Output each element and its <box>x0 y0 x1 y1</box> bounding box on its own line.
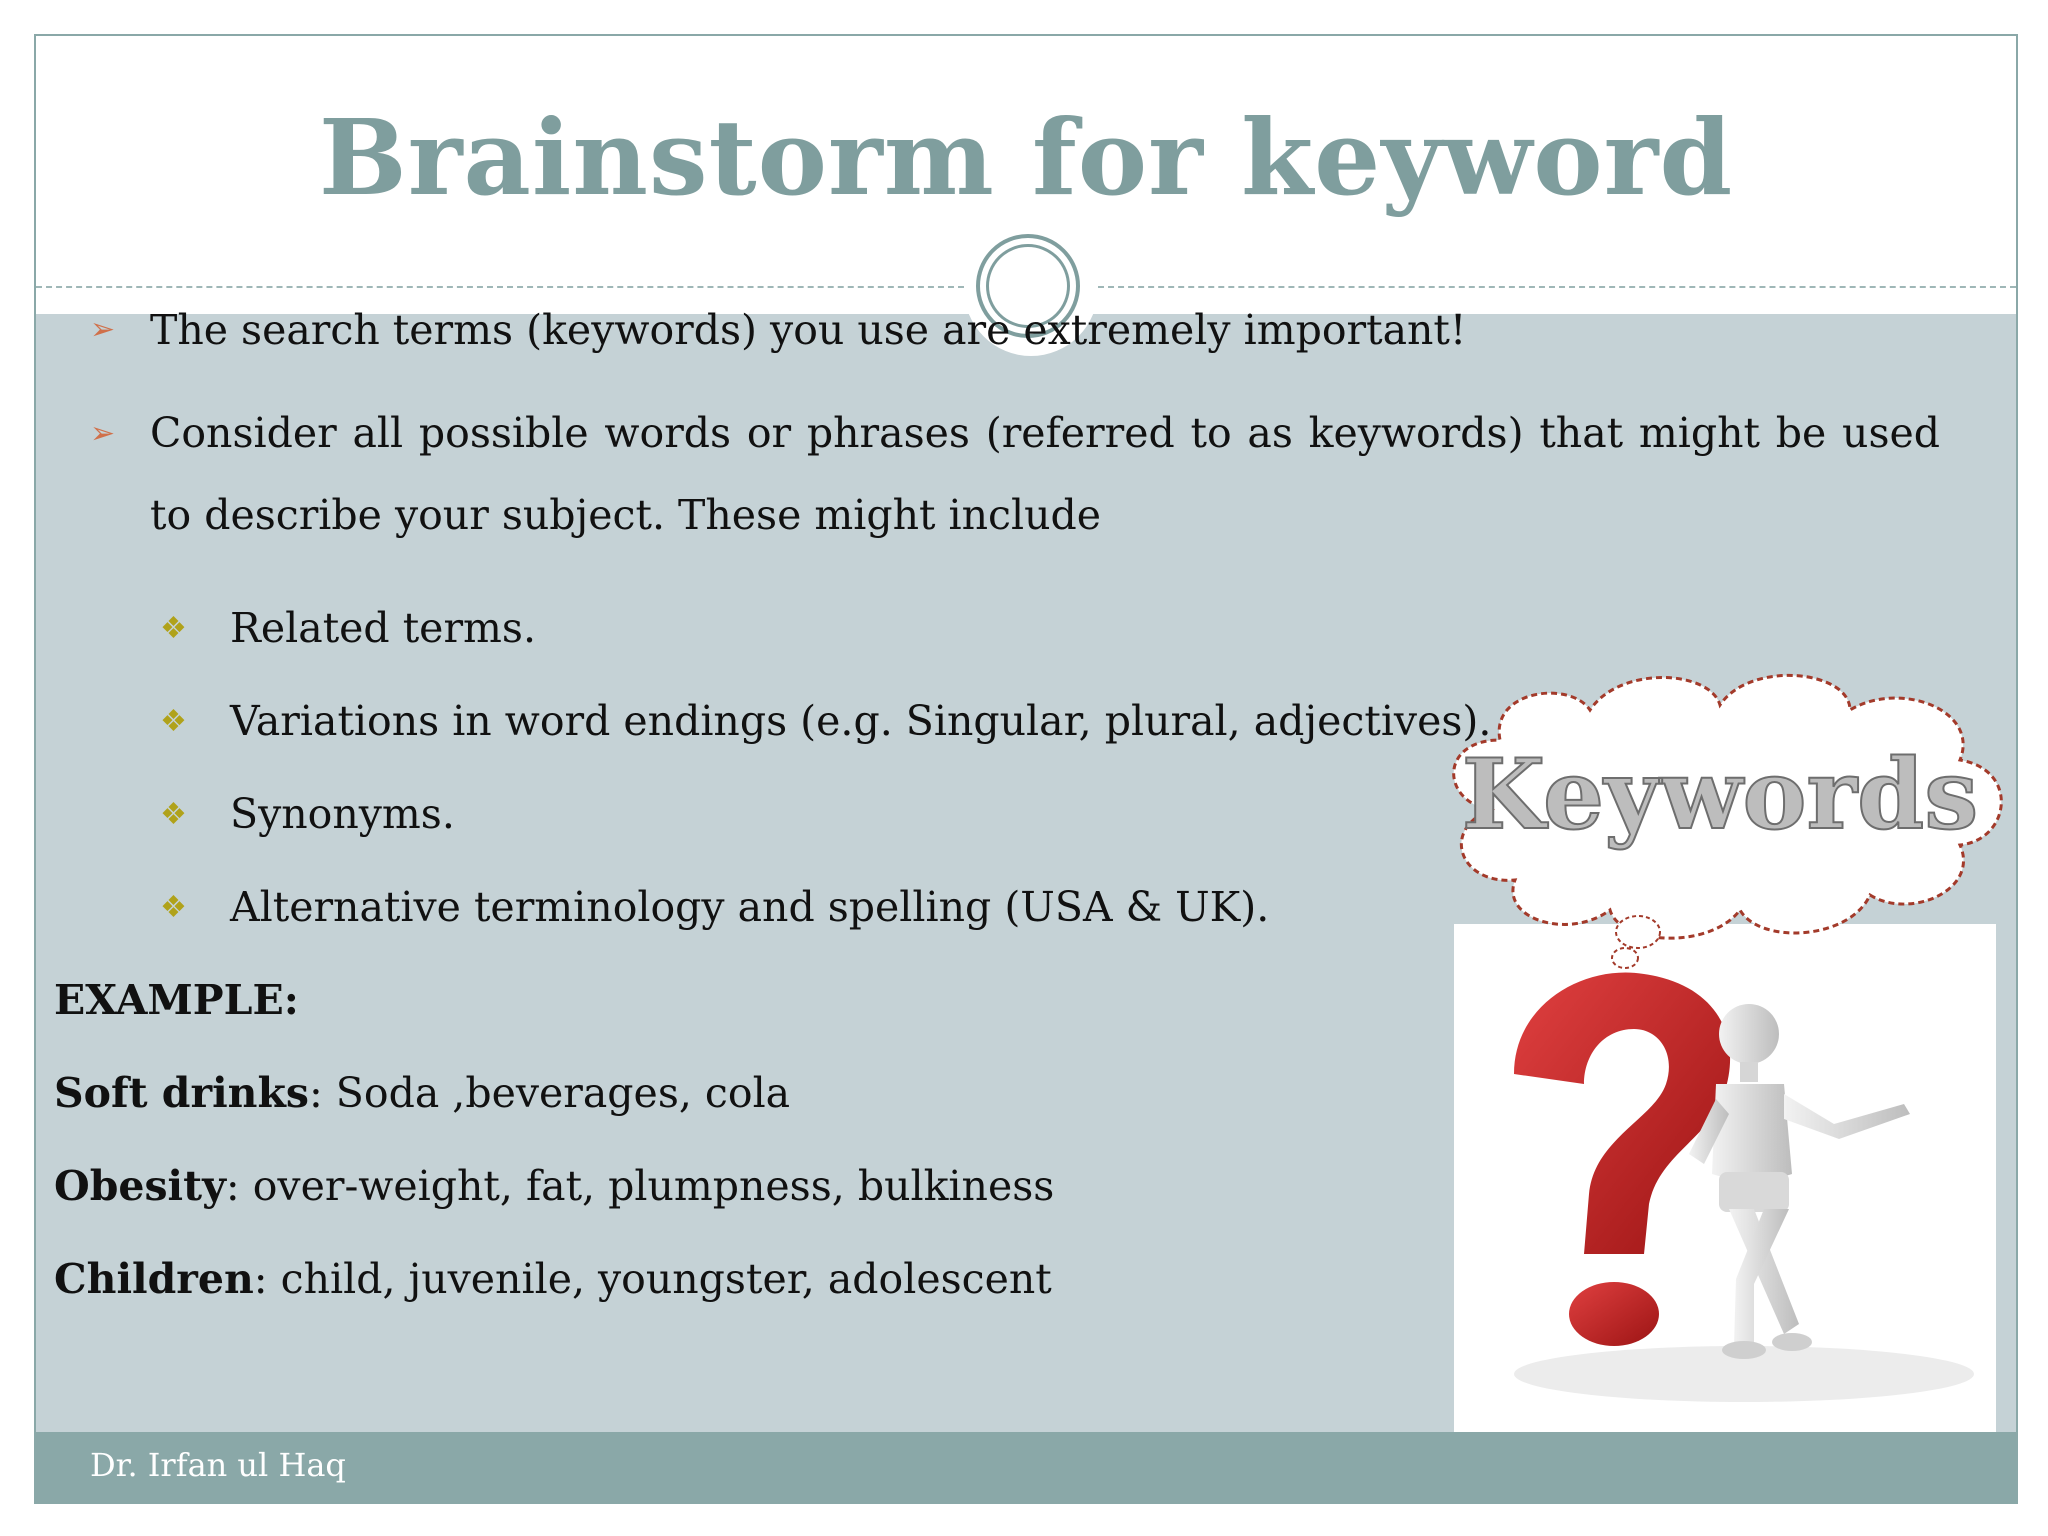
example-term: Obesity <box>54 1162 226 1210</box>
example-term: Children <box>54 1255 254 1303</box>
example-line <box>54 1162 1054 1210</box>
bullet-text: Consider all possible words or phrases (referred to as keywords) that might be used to describe your subject. These might include <box>150 409 1940 539</box>
footer <box>36 1432 2016 1502</box>
bullet-item <box>54 392 1974 556</box>
sub-bullet-item <box>160 883 1269 931</box>
sub-bullet-item <box>160 604 536 652</box>
sub-bullet-item <box>160 790 455 838</box>
sub-bullet-text: Variations in word endings (e.g. Singular, plural, adjectives). <box>230 697 1492 745</box>
footer-author: Dr. Irfan ul Haq <box>90 1446 346 1484</box>
thought-cloud <box>1420 660 2020 980</box>
cloud-keywords-text: Keywords <box>1461 738 1979 851</box>
slide-title: Brainstorm for keyword <box>318 96 1734 219</box>
sub-bullet-text: Alternative terminology and spelling (USA & UK). <box>230 883 1270 931</box>
arrow-bullet-icon: ➢ <box>90 312 116 347</box>
diamond-bullet-icon: ❖ <box>160 889 187 925</box>
sub-bullet-text: Related terms. <box>230 604 536 652</box>
question-figure-illustration <box>1454 924 1996 1432</box>
example-line <box>54 1069 790 1117</box>
example-synonyms: : over-weight, fat, plumpness, bulkiness <box>225 1162 1055 1210</box>
example-term: Soft drinks <box>54 1069 309 1117</box>
thought-cloud-icon <box>1420 660 2020 980</box>
title-divider-right <box>1098 286 2016 288</box>
diamond-bullet-icon: ❖ <box>160 796 187 832</box>
sub-bullet-item <box>160 697 1491 745</box>
sub-bullet-text: Synonyms. <box>230 790 455 838</box>
diamond-bullet-icon: ❖ <box>160 703 187 739</box>
bullet-text: The search terms (keywords) you use are extremely important! <box>150 306 1467 354</box>
bullet-item <box>54 300 1974 360</box>
example-line <box>54 1255 1052 1303</box>
example-synonyms: : Soda ,beverages, cola <box>308 1069 791 1117</box>
diamond-bullet-icon: ❖ <box>160 610 187 646</box>
question-figure-image <box>1454 924 1996 1432</box>
example-heading: EXAMPLE: <box>54 976 299 1024</box>
arrow-bullet-icon: ➢ <box>90 416 116 451</box>
example-synonyms: : child, juvenile, youngster, adolescent <box>253 1255 1052 1303</box>
title-divider-left <box>36 286 964 288</box>
